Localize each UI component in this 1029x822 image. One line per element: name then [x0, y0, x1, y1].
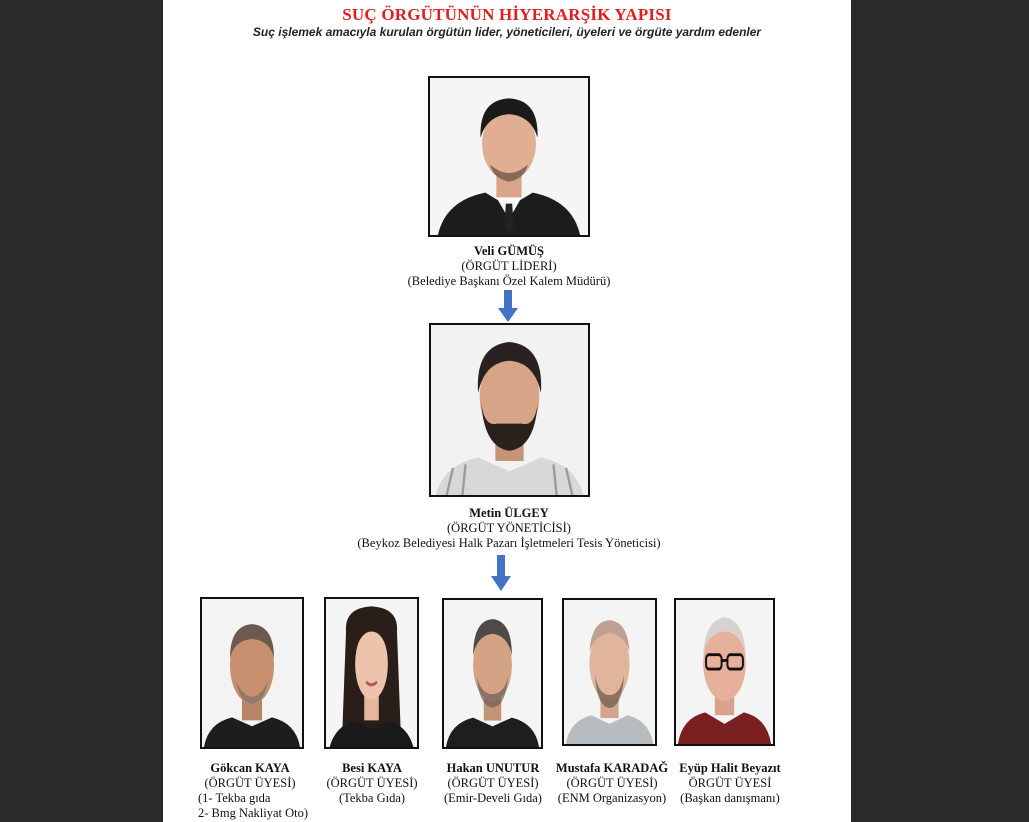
- member-photo: [562, 598, 657, 746]
- manager-photo: [429, 323, 590, 497]
- member-name: Hakan UNUTUR: [446, 761, 540, 775]
- member-caption: [671, 761, 789, 806]
- leader-name: Veli GÜMÜŞ: [473, 244, 545, 258]
- manager-caption: [303, 506, 715, 551]
- leader-position: (Belediye Başkanı Özel Kalem Müdürü): [407, 274, 611, 288]
- member-role: ÖRGÜT ÜYESİ: [688, 776, 772, 790]
- member-position: (ENM Organizasyon): [557, 791, 667, 805]
- arrow-down-icon: [498, 290, 518, 322]
- member-photo: [674, 598, 775, 746]
- leader-caption: [353, 244, 665, 289]
- member-role: (ÖRGÜT ÜYESİ): [566, 776, 658, 790]
- page-subtitle: Suç işlemek amacıyla kurulan örgütün lider, yöneticileri, üyeleri ve örgüte yardım edenler: [252, 25, 762, 39]
- member-photo: [324, 597, 419, 749]
- leader-photo: [428, 76, 590, 237]
- member-caption: [551, 761, 673, 806]
- member-position: (Başkan danışmanı): [680, 791, 780, 805]
- member-role: (ÖRGÜT ÜYESİ): [326, 776, 418, 790]
- page-title: SUÇ ÖRGÜTÜNÜN HİYERARŞİK YAPISI: [342, 5, 672, 24]
- member-role: (ÖRGÜT ÜYESİ): [447, 776, 539, 790]
- manager-position: (Beykoz Belediyesi Halk Pazarı İşletmeleri Tesis Yöneticisi): [357, 536, 661, 550]
- member-role: (ÖRGÜT ÜYESİ): [204, 776, 296, 790]
- member-caption: [315, 761, 429, 806]
- arrow-down-icon: [491, 555, 511, 591]
- member-name: Besi KAYA: [342, 761, 402, 775]
- member-caption: [193, 761, 307, 791]
- member-position: 2- Bmg Nakliyat Oto): [198, 806, 309, 820]
- member-photo: [442, 598, 543, 749]
- manager-name: Metin ÜLGEY: [469, 506, 549, 520]
- member-position: (Emir-Develi Gıda): [444, 791, 542, 805]
- member-position: (1- Tekba gıda: [198, 791, 271, 805]
- member-caption: [435, 761, 551, 806]
- member-name: Mustafa KARADAĞ: [555, 761, 669, 775]
- document-page: [163, 0, 851, 822]
- leader-role: (ÖRGÜT LİDERİ): [461, 259, 557, 273]
- manager-role: (ÖRGÜT YÖNETİCİSİ): [447, 521, 571, 535]
- member-name: Eyüp Halit Beyazıt: [679, 761, 781, 775]
- member-photo: [200, 597, 304, 749]
- member-name: Gökcan KAYA: [210, 761, 290, 775]
- member-position: (Tekba Gıda): [338, 791, 406, 805]
